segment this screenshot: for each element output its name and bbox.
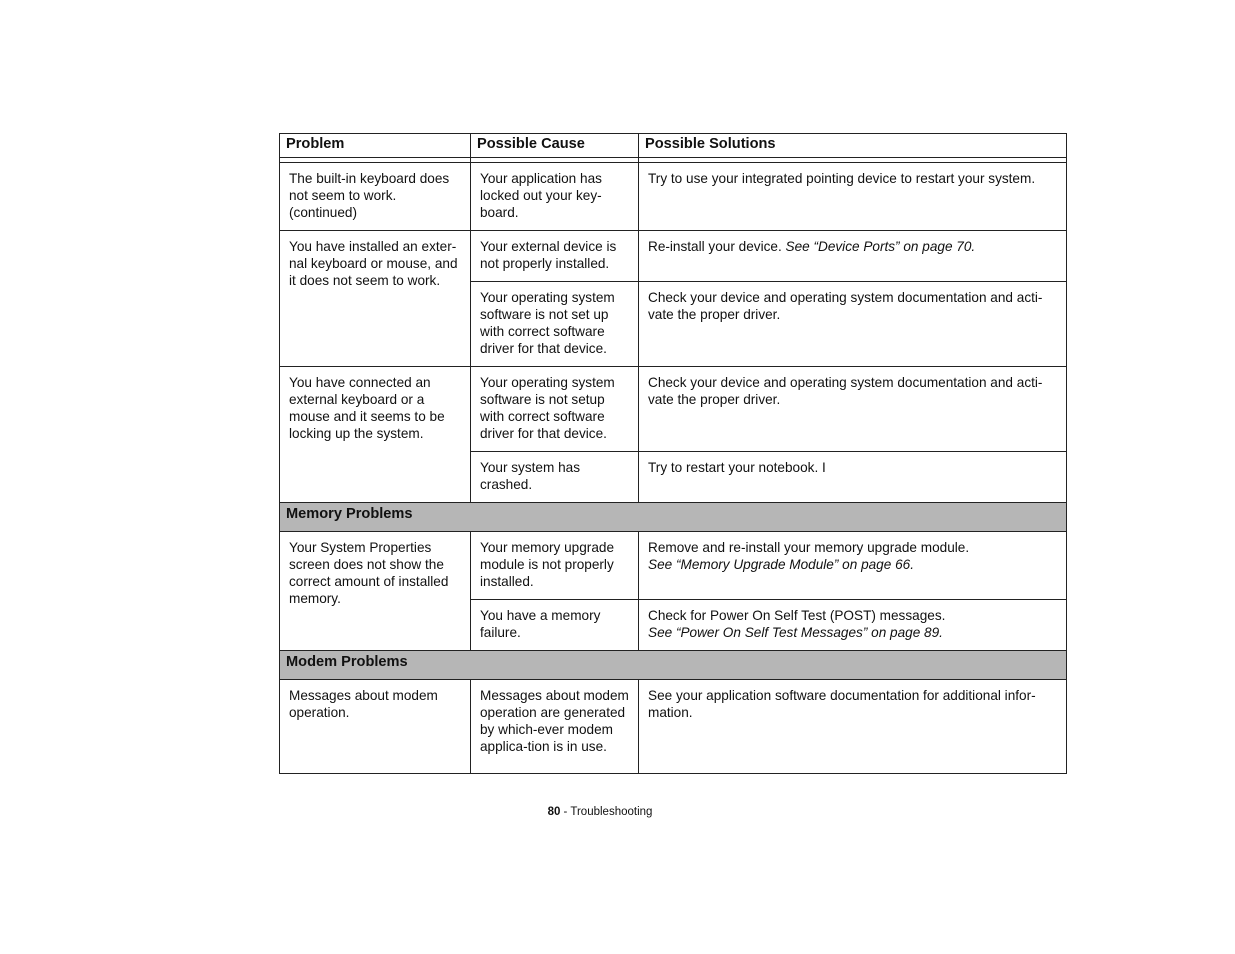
cause-cell: Your operating system software is not setup with correct software driver for that device. xyxy=(471,367,639,452)
page-number: 80 xyxy=(547,806,561,818)
header-possible-solutions: Possible Solutions xyxy=(639,134,1067,158)
table-header-row xyxy=(280,134,1067,158)
cause-cell: Your operating system software is not set up with correct software driver for that device. xyxy=(471,282,639,367)
solution-cell xyxy=(639,231,1067,282)
footer-separator: - xyxy=(560,806,571,818)
cause-cell: Messages about modem operation are generated by which-ever modem applica-tion is in use. xyxy=(471,680,639,774)
problem-cell xyxy=(280,163,471,231)
problem-text: The built-in keyboard does not seem to work. xyxy=(289,171,450,203)
cause-cell: Your application has locked out your key-board. xyxy=(471,163,639,231)
table-row xyxy=(280,367,1067,452)
section-modem-problems: Modem Problems xyxy=(280,651,1067,680)
continued-note: (continued) xyxy=(289,205,358,220)
solution-text: Remove and re-install your memory upgrade module. xyxy=(648,540,970,555)
table-row xyxy=(280,163,1067,231)
problem-cell: You have installed an exter-nal keyboard or mouse, and it does not seem to work. xyxy=(280,231,471,367)
solution-cell: Check your device and operating system documentation and acti-vate the proper driver. xyxy=(639,367,1067,452)
section-heading-row xyxy=(280,503,1067,532)
cause-cell: You have a memory failure. xyxy=(471,600,639,651)
problem-cell: Your System Properties screen does not show the correct amount of installed memory. xyxy=(280,532,471,651)
solution-cell: See your application software documentation for additional infor-mation. xyxy=(639,680,1067,774)
header-possible-cause: Possible Cause xyxy=(471,134,639,158)
page-reference: See “Memory Upgrade Module” on page 66. xyxy=(648,557,914,572)
solution-cell: Try to restart your notebook. I xyxy=(639,452,1067,503)
table-row xyxy=(280,532,1067,600)
problem-cell: You have connected an external keyboard or a mouse and it seems to be locking up the system. xyxy=(280,367,471,503)
solution-cell xyxy=(639,600,1067,651)
page-footer xyxy=(0,806,1200,818)
header-problem: Problem xyxy=(280,134,471,158)
cause-cell: Your system has crashed. xyxy=(471,452,639,503)
solution-text: Check for Power On Self Test (POST) messages. xyxy=(648,608,946,623)
cause-cell: Your memory upgrade module is not properly installed. xyxy=(471,532,639,600)
page-reference: See “Device Ports” on page 70. xyxy=(785,239,976,254)
section-memory-problems: Memory Problems xyxy=(280,503,1067,532)
section-heading-row xyxy=(280,651,1067,680)
problem-cell: Messages about modem operation. xyxy=(280,680,471,774)
cause-cell: Your external device is not properly installed. xyxy=(471,231,639,282)
troubleshooting-table xyxy=(279,133,1067,774)
solution-cell: Try to use your integrated pointing device to restart your system. xyxy=(639,163,1067,231)
footer-section-name: Troubleshooting xyxy=(570,806,653,818)
solution-text: Re-install your device. xyxy=(648,239,782,254)
table-row xyxy=(280,231,1067,282)
page-reference: See “Power On Self Test Messages” on page 89. xyxy=(648,625,943,640)
solution-cell xyxy=(639,532,1067,600)
solution-cell: Check your device and operating system documentation and acti-vate the proper driver. xyxy=(639,282,1067,367)
table-row xyxy=(280,680,1067,774)
